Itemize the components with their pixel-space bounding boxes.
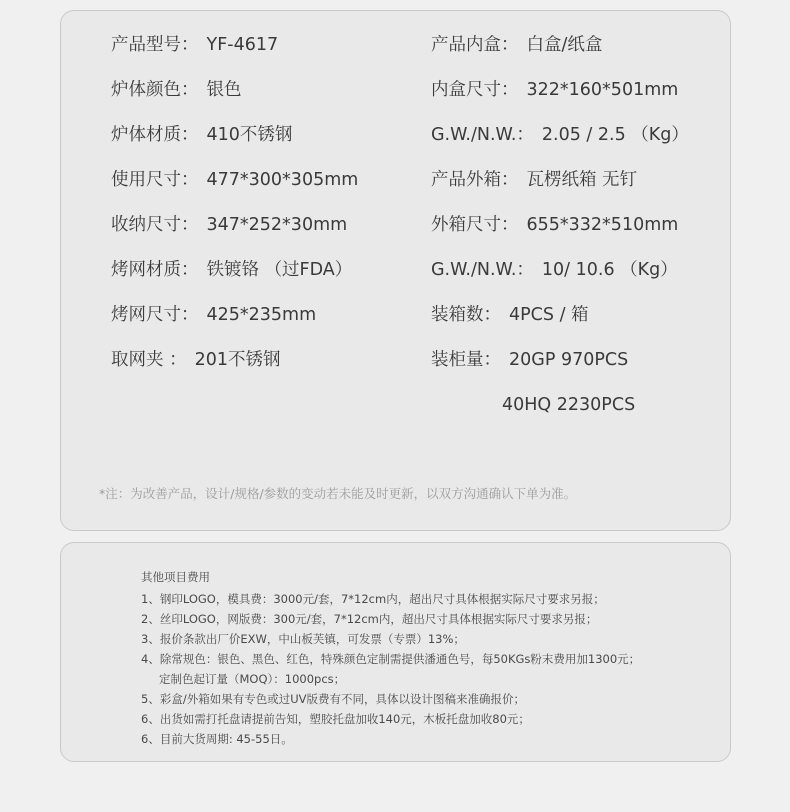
spec-label: G.W./N.W.：	[431, 125, 534, 145]
spec-label: 外箱尺寸：	[431, 215, 519, 235]
spec-label: 收纳尺寸：	[111, 215, 199, 235]
spec-grill-size	[111, 304, 316, 326]
spec-value: 410不锈钢	[206, 125, 293, 145]
spec-label: 使用尺寸：	[111, 170, 199, 190]
spec-label: G.W./N.W.：	[431, 260, 534, 280]
spec-inner-box-size	[431, 79, 678, 101]
spec-label: 内盒尺寸：	[431, 80, 519, 100]
spec-value: 425*235mm	[206, 305, 317, 325]
spec-value: 322*160*501mm	[526, 80, 679, 100]
spec-container-qty	[431, 349, 628, 371]
spec-label: 装柜量：	[431, 350, 501, 370]
spec-grill-material	[111, 259, 352, 281]
spec-value: YF-4617	[206, 35, 279, 55]
spec-tongs	[111, 349, 280, 371]
spec-label: 装箱数：	[431, 305, 501, 325]
spec-outer-box	[431, 169, 637, 191]
spec-inner-weight	[431, 124, 689, 146]
spec-value: 4PCS / 箱	[509, 305, 589, 325]
fee-item: 3、报价条款出厂价EXW，中山板芙镇，可发票（专票）13%；	[141, 632, 465, 646]
spec-container-qty-hq	[502, 394, 635, 416]
disclaimer-note: *注：为改善产品，设计/规格/参数的变动若未能及时更新，以双方沟通确认下单为准。	[99, 486, 577, 501]
spec-value: 10/ 10.6 （Kg）	[541, 260, 678, 280]
spec-outer-box-size	[431, 214, 678, 236]
spec-value: 20GP 970PCS	[509, 350, 629, 370]
spec-value: 201不锈钢	[194, 350, 281, 370]
fee-item: 4、除常规色：银色、黑色、红色，特殊颜色定制需提供潘通色号，每50KGs粉末费用加1300元；	[141, 652, 641, 666]
spec-label: 产品型号：	[111, 35, 199, 55]
fee-item: 6、目前大货周期: 45-55日。	[141, 732, 293, 746]
spec-value: 白盒/纸盒	[526, 35, 603, 55]
fee-item: 6、出货如需打托盘请提前告知，塑胶托盘加收140元，木板托盘加收80元；	[141, 712, 530, 726]
spec-body-material	[111, 124, 292, 146]
spec-label: 炉体颜色：	[111, 80, 199, 100]
spec-outer-weight	[431, 259, 678, 281]
spec-inner-box	[431, 34, 602, 56]
spec-value: 477*300*305mm	[206, 170, 359, 190]
fees-card	[60, 542, 731, 762]
fee-item: 1、钢印LOGO，模具费：3000元/套，7*12cm内，超出尺寸具体根据实际尺寸要求另报；	[141, 592, 605, 606]
spec-label: 烤网材质：	[111, 260, 199, 280]
spec-use-size	[111, 169, 358, 191]
spec-value: 347*252*30mm	[206, 215, 348, 235]
spec-value: 655*332*510mm	[526, 215, 679, 235]
fees-title: 其他项目费用	[141, 570, 210, 584]
spec-label: 取网夹 ：	[111, 350, 187, 370]
fee-item: 2、丝印LOGO，网版费：300元/套，7*12cm内，超出尺寸具体根据实际尺寸要求另报；	[141, 612, 598, 626]
spec-body-color	[111, 79, 242, 101]
spec-card	[60, 10, 731, 531]
spec-model	[111, 34, 278, 56]
spec-value: 40HQ 2230PCS	[502, 395, 636, 415]
spec-label: 烤网尺寸：	[111, 305, 199, 325]
spec-label: 炉体材质：	[111, 125, 199, 145]
spec-pack-qty	[431, 304, 589, 326]
spec-value: 2.05 / 2.5 （Kg）	[541, 125, 689, 145]
fees-list	[141, 589, 640, 749]
spec-folded-size	[111, 214, 347, 236]
spec-label: 产品外箱：	[431, 170, 519, 190]
fee-item: 5、彩盒/外箱如果有专色或过UV版费有不同，具体以设计图稿来准确报价；	[141, 692, 525, 706]
spec-value: 铁镀铬 （过FDA）	[206, 260, 353, 280]
spec-value: 瓦楞纸箱 无钉	[526, 170, 638, 190]
fee-item: 定制色起订量（MOQ）：1000pcs；	[159, 672, 346, 686]
spec-label: 产品内盒：	[431, 35, 519, 55]
spec-value: 银色	[206, 80, 242, 100]
